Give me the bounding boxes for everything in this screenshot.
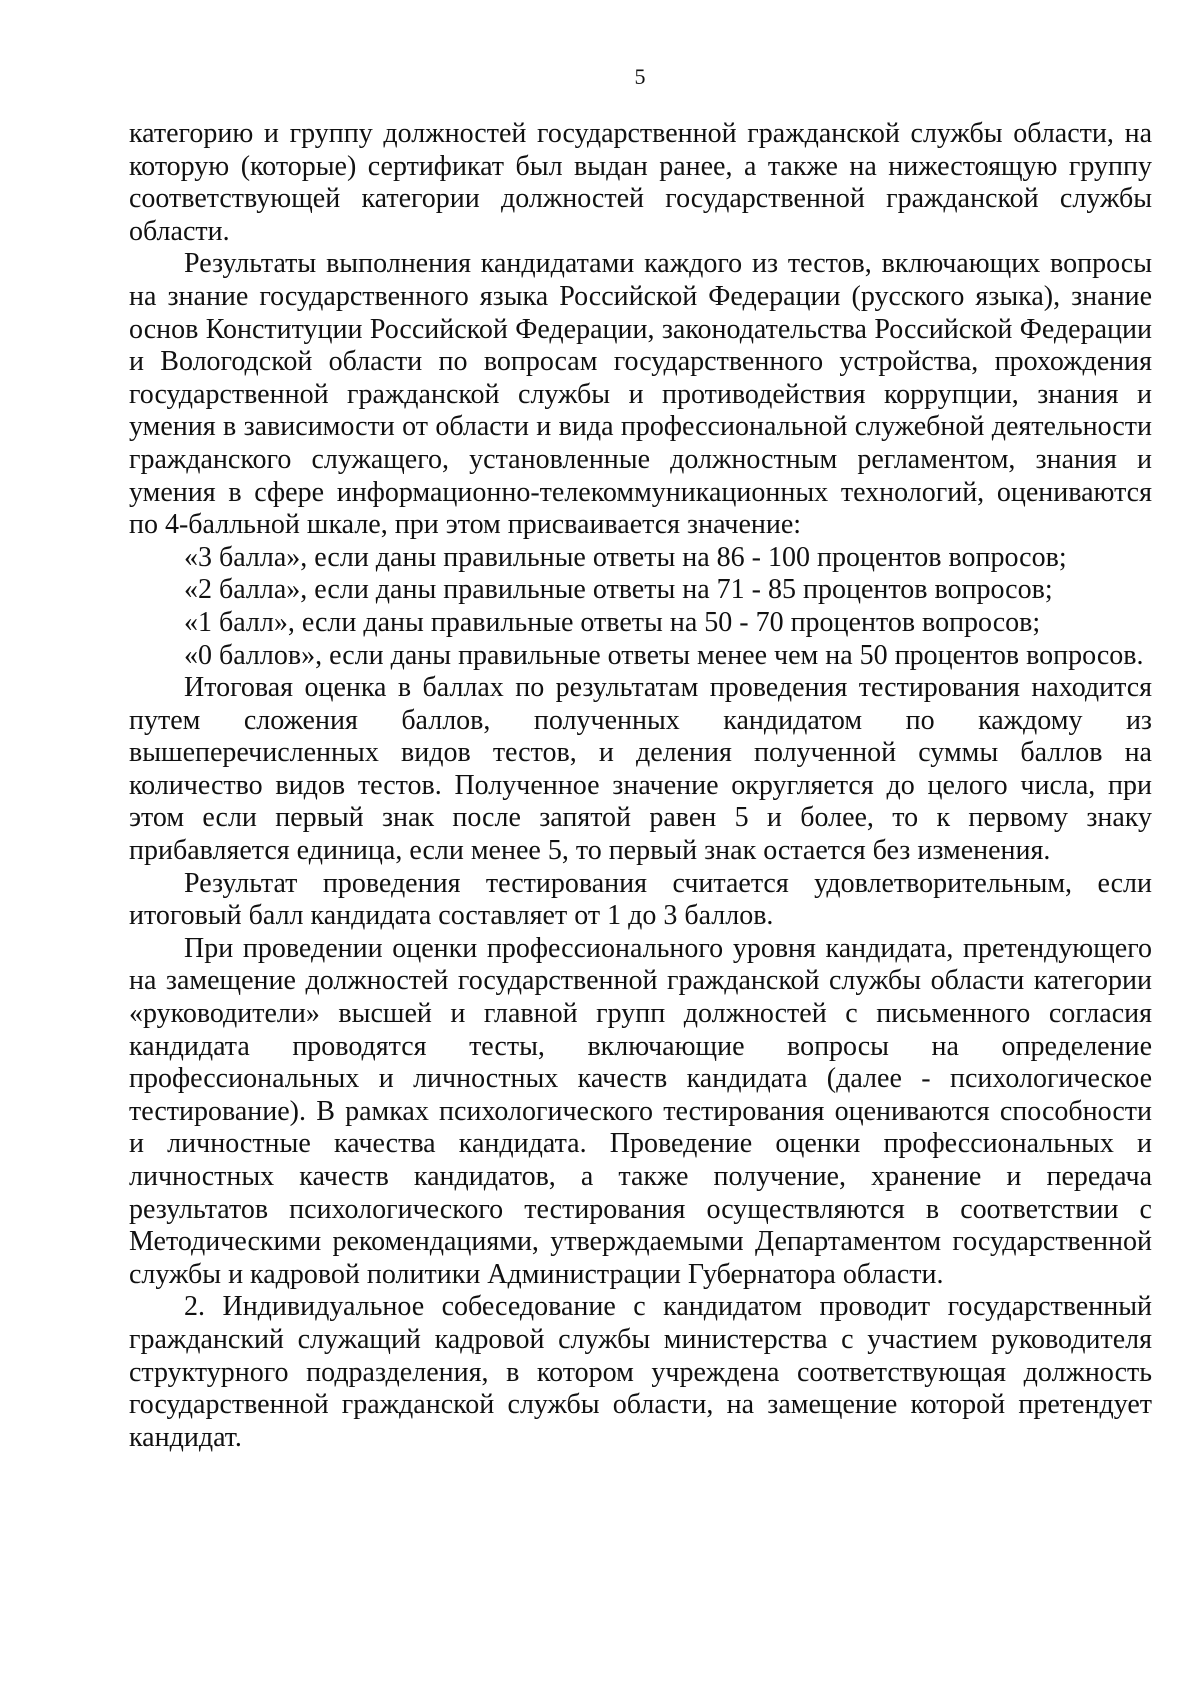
document-body [129,118,1152,1454]
score-item-3: «3 балла», если даны правильные ответы на 86 - 100 процентов вопросов; [184,541,1067,573]
paragraph-final-score: Итоговая оценка в баллах по результатам проведения тестирования находится путем сложения баллов, полученных кандидатом по каждому из вышеперечисленных видов тестов, и деления полученной суммы баллов на количество видов тестов. Полученное значение округляется до целого числа, при этом если первый знак после запятой равен 5 и более, то к первому знаку прибавляется единица, если менее 5, то первый знак остается без изменения. [129,672,1152,867]
page-number: 5 [634,64,646,89]
paragraph-psychological-testing: При проведении оценки профессионального уровня кандидата, претендующего на замещение должностей государственной гражданской службы области категории «руководители» высшей и главной групп должностей с письменного согласия кандидата проводятся тесты, включающие вопросы на определение профессиональных и личностных качеств кандидата (далее - психологическое тестирование). В рамках психологического тестирования оцениваются способности и личностные качества кандидата. Проведение оценки профессиональных и личностных качеств кандидатов, а также получение, хранение и передача результатов психологического тестирования осуществляются в соответствии с Методическими рекомендациями, утверждаемыми Департаментом государственной службы и кадровой политики Администрации Губернатора области. [129,932,1152,1290]
score-item-1: «1 балл», если даны правильные ответы на 50 - 70 процентов вопросов; [184,606,1041,638]
paragraph-continuation: категорию и группу должностей государственной гражданской службы области, на которую (которые) сертификат был выдан ранее, а также на нижестоящую группу соответствующей категории должностей государственной гражданской службы области. [129,118,1152,247]
paragraph-individual-interview: 2. Индивидуальное собеседование с кандидатом проводит государственный гражданский служащий кадровой службы министерства с участием руководителя структурного подразделения, в котором учреждена соответствующая должность государственной гражданской службы области, на замещение которой претендует кандидат. [129,1291,1152,1453]
score-item-0: «0 баллов», если даны правильные ответы менее чем на 50 процентов вопросов. [184,639,1144,671]
score-item-2: «2 балла», если даны правильные ответы на 71 - 85 процентов вопросов; [184,574,1053,606]
paragraph-satisfactory-result: Результат проведения тестирования считается удовлетворительным, если итоговый балл кандидата составляет от 1 до 3 баллов. [129,867,1152,932]
paragraph-test-results: Результаты выполнения кандидатами каждого из тестов, включающих вопросы на знание государственного языка Российской Федерации (русского языка), знание основ Конституции Российской Федерации, законодательства Российской Федерации и Вологодской области по вопросам государственного устройства, прохождения государственной гражданской службы и противодействия коррупции, знания и умения в зависимости от области и вида профессиональной служебной деятельности гражданского служащего, установленные должностным регламентом, знания и умения в сфере информационно-телекоммуникационных технологий, оцениваются по 4-балльной шкале, при этом присваивается значение: [129,248,1152,541]
